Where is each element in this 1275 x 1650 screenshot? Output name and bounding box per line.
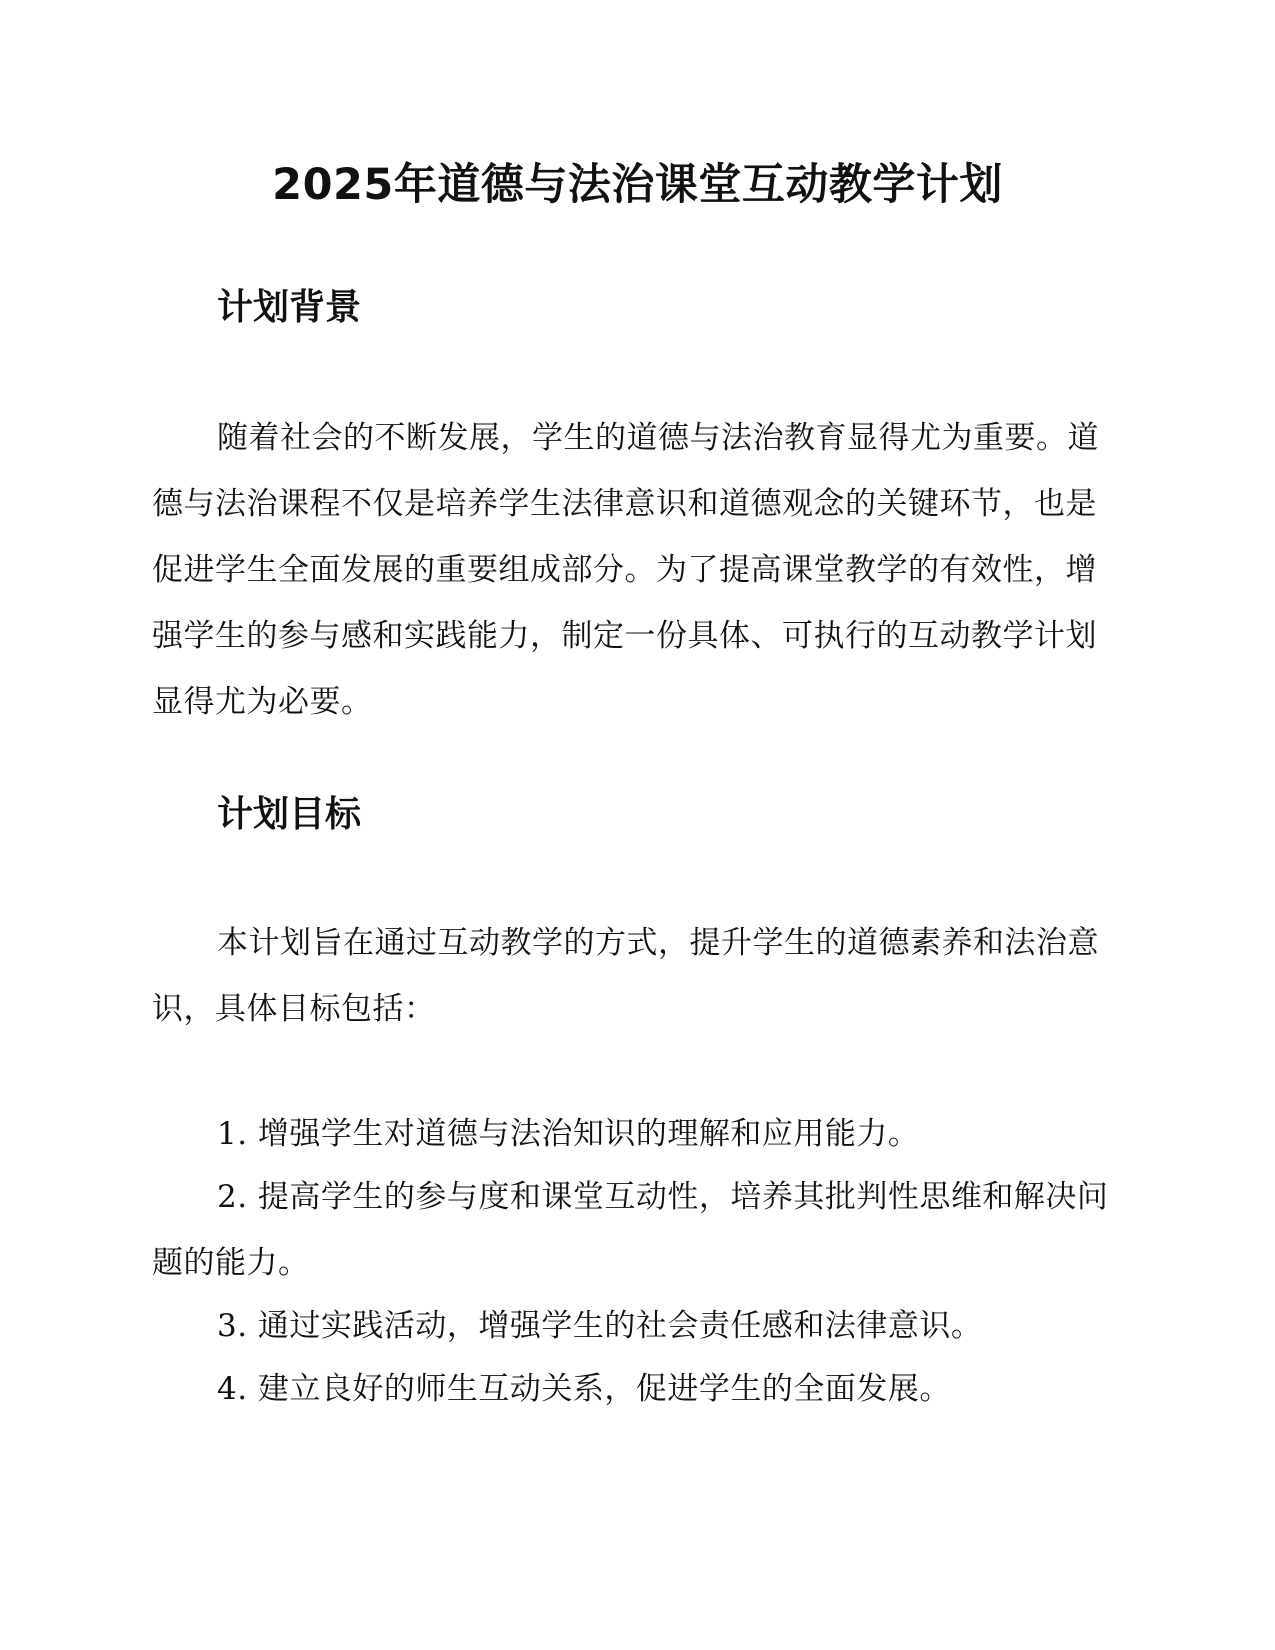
- section-heading-background: 计划背景: [217, 287, 362, 328]
- goal-item-3: 3. 通过实践活动，增强学生的社会责任感和法律意识。: [217, 1308, 983, 1344]
- goal-item-1: 1. 增强学生对道德与法治知识的理解和应用能力。: [217, 1116, 920, 1152]
- goal-item-2: 2. 提高学生的参与度和课堂互动性，培养其批判性思维和解决问题的能力。: [152, 1179, 1109, 1281]
- goal-item-4: 4. 建立良好的师生互动关系，促进学生的全面发展。: [217, 1371, 951, 1407]
- document-title: 2025年道德与法治课堂互动教学计划: [272, 160, 1003, 210]
- section-heading-goals: 计划目标: [217, 794, 362, 835]
- background-paragraph: 随着社会的不断发展，学生的道德与法治教育显得尤为重要。道德与法治课程不仅是培养学生法律意识和道德观念的关键环节，也是促进学生全面发展的重要组成部分。为了提高课堂教学的有效性，增强学生的参与感和实践能力，制定一份具体、可执行的互动教学计划显得尤为必要。: [152, 420, 1099, 720]
- goals-intro-paragraph: 本计划旨在通过互动教学的方式，提升学生的道德素养和法治意识，具体目标包括：: [152, 925, 1099, 1027]
